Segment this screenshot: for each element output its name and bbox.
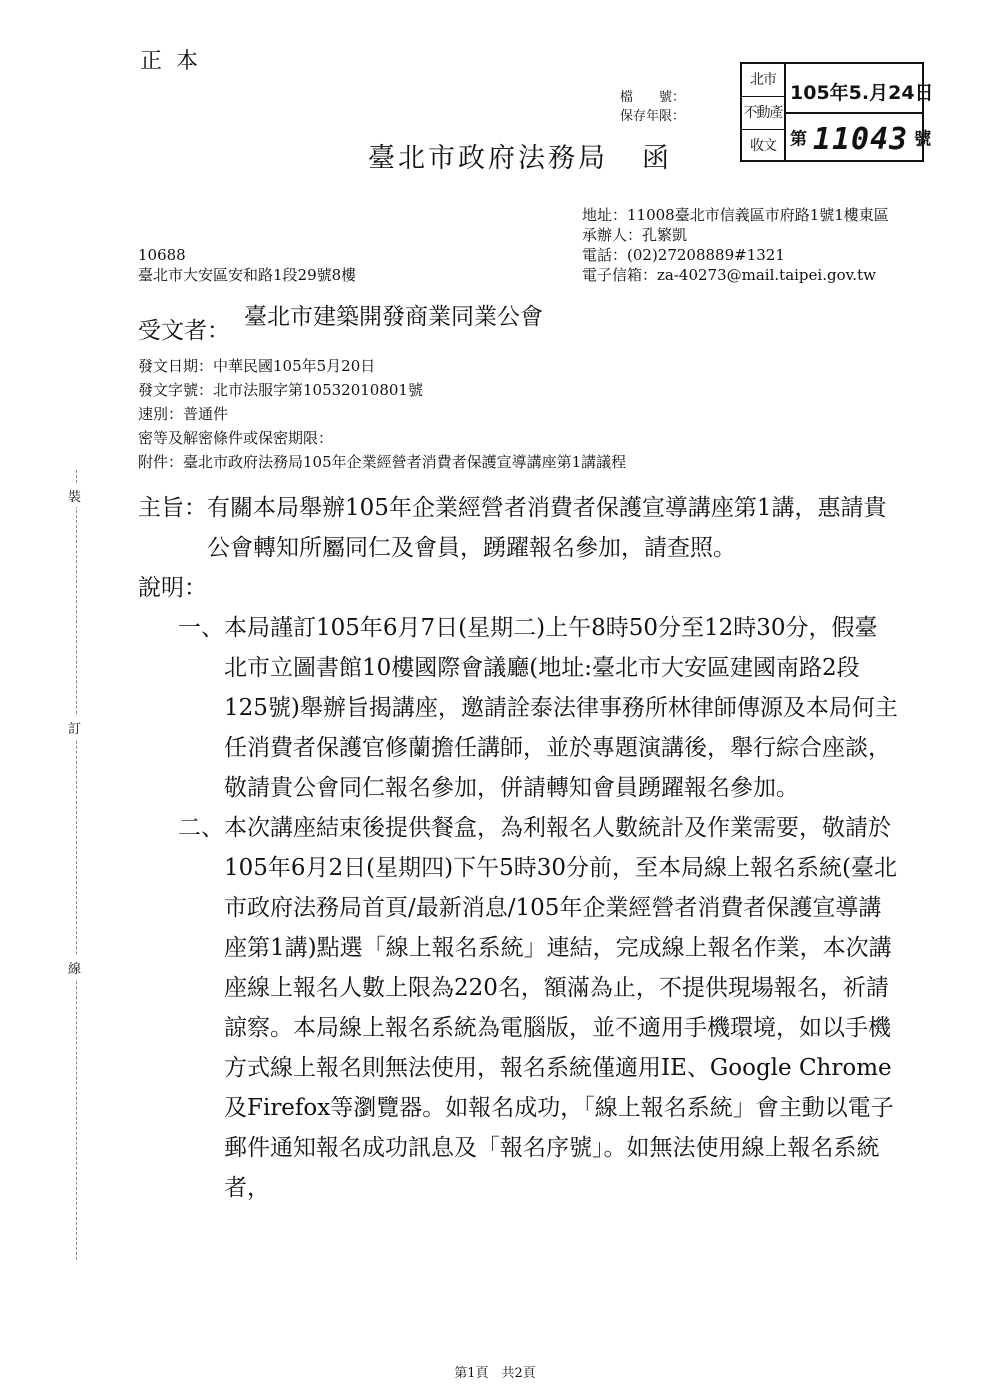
issue-date: 發文日期：中華民國105年5月20日: [138, 357, 376, 375]
title-kind: 函: [642, 143, 672, 174]
recipient-label: 受文者：: [138, 318, 230, 344]
sender-address: 地址：11008臺北市信義區市府路1號1樓東區: [582, 206, 889, 224]
sender-handler: 承辦人：孔繁凱: [582, 226, 688, 244]
binding-dashed-line: [76, 470, 77, 1260]
binding-mark-line: 線: [68, 956, 81, 979]
stamp-num-prefix: 第: [790, 129, 807, 150]
stamp-left-2: 不動產: [742, 97, 784, 130]
item-number: 一、: [178, 615, 224, 641]
subject-row: [138, 488, 898, 568]
item-text: 本次講座結束後提供餐盒，為利報名人數統計及作業需要，敬請於105年6月2日(星期四)下午5時30分前，至本局線上報名系統(臺北市政府法務局首頁/最新消息/105年企業經營者消費者保護宣導講座第1講)點選「線上報名系統」連結，完成線上報名作業，本次講座線上報名人數上限為220名，額滿為止，不提供現場報名，祈請諒察。本局線上報名系統為電腦版，並不適用手機環境，如以手機方式線上報名則無法使用，報名系統僅適用IE、Google Chrome及Firefox等瀏覽器。如報名成功，「線上報名系統」會主動以電子郵件通知報名成功訊息及「報名序號」。如無法使用線上報名系統者，: [224, 815, 897, 1201]
title-org: 臺北市政府法務局: [368, 143, 608, 174]
copy-mark: 正本: [140, 49, 213, 74]
recipient-street: 臺北市大安區安和路1段29號8樓: [138, 266, 357, 284]
reference-number: 發文字號：北市法服字第10532010801號: [138, 381, 423, 399]
stamp-num-value: 11043: [812, 122, 909, 157]
postal-code: 10688: [138, 246, 186, 264]
subject-text: 有關本局舉辦105年企業經營者消費者保護宣導講座第1講，惠請貴公會轉知所屬同仁及會員，踴躍報名參加，請查照。: [207, 495, 887, 561]
stamp-left-3: 收文: [750, 138, 776, 154]
stamp-divider: [784, 112, 922, 114]
item-number: 二、: [178, 815, 224, 841]
stamp-num-suffix: 號: [914, 129, 932, 150]
recipient: [138, 302, 564, 346]
explanation-label: 說明：: [138, 575, 207, 601]
recipient-address: [138, 245, 356, 285]
sender-email: 電子信箱：za-40273@mail.taipei.gov.tw: [582, 266, 876, 284]
recipient-name: 臺北市建築開發商業同業公會: [244, 304, 543, 330]
page-footer: 第1頁 共2頁: [454, 1366, 536, 1381]
sender-phone: 電話：(02)27208889#1321: [582, 246, 785, 264]
speed-class: 速別：普通件: [138, 405, 229, 423]
stamp-date: 105年5.月24日: [790, 82, 934, 104]
stamp-receipt-number: [790, 122, 931, 157]
stamp-left-column: [742, 64, 786, 160]
document-body: [138, 488, 898, 1208]
subject-label: 主旨：: [138, 495, 207, 521]
receipt-stamp: [740, 62, 934, 162]
item-text: 本局謹訂105年6月7日(星期二)上午8時50分至12時30分，假臺北市立圖書館10樓國際會議廳(地址:臺北市大安區建國南路2段125號)舉辦旨揭講座，邀請詮泰法律事務所林律師傳源及本局何主任消費者保護官修蘭擔任講師，並於專題演講後，舉行綜合座談，敬請貴公會同仁報名參加，併請轉知會員踴躍報名參加。: [224, 615, 898, 801]
file-number-label: 檔 號：: [620, 90, 686, 105]
document-title: [368, 136, 672, 175]
retention-label: 保存年限：: [620, 109, 686, 124]
explanation-item: [138, 608, 898, 808]
binding-mark-bind: 裝: [68, 484, 81, 507]
document-meta: [138, 354, 626, 474]
sender-info: [582, 205, 952, 285]
binding-line: [62, 470, 92, 1260]
stamp-left-1: 北市: [742, 64, 784, 97]
binding-mark-staple: 訂: [68, 716, 81, 739]
explanation-item: [138, 808, 898, 1208]
attachment: 附件：臺北市政府法務局105年企業經營者消費者保護宣導講座第1講議程: [138, 453, 627, 471]
file-meta: [620, 88, 685, 126]
security-level: 密等及解密條件或保密期限：: [138, 429, 334, 447]
